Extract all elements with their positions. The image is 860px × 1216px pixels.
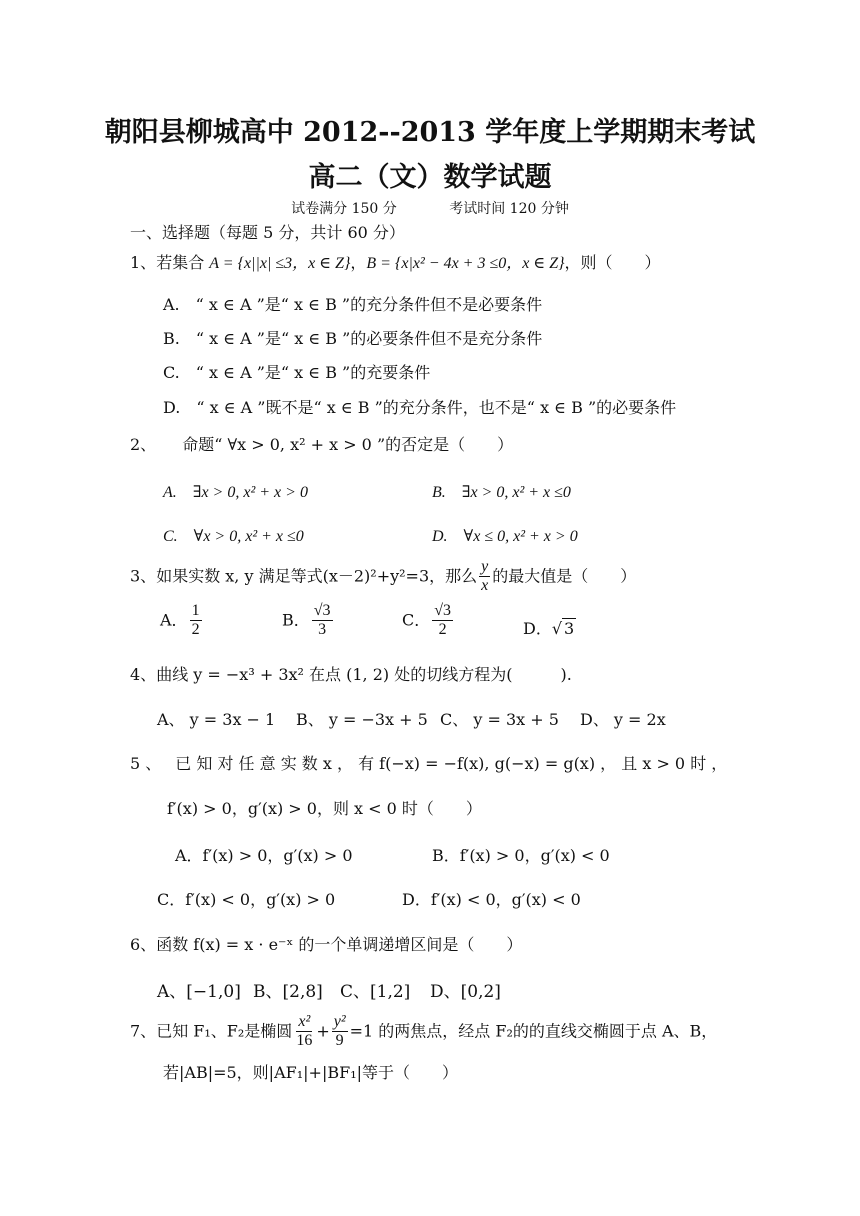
q7-text-b: =1 的两焦点，经点 F₂的的直线交椭圆于点 A、B， [349,1021,718,1041]
exam-time: 考试时间 120 分钟 [449,201,569,217]
q3-opt-a-frac [190,602,202,640]
q7-number: 7、 [130,1021,157,1041]
q2-option-b: B. ∃x > 0, x² + x ≤0 [432,484,571,501]
q2-number: 2、 [130,435,157,454]
full-score: 试卷满分 150 分 [291,201,397,217]
q6-option-a: A、[−1,0] [157,982,241,1002]
q3-number: 3、 [130,566,157,586]
q7-frac-1-num: x² [296,1013,312,1032]
q1-option-b: B. “ x ∈ A ”是“ x ∈ B ”的必要条件但不是充分条件 [163,329,543,348]
sqrt-icon: √ [434,602,444,619]
q4-option-a: A、 y = 3x − 1 [157,710,276,729]
q6-number: 6、 [130,935,157,954]
section-heading: 一、选择题（每题 5 分，共计 60 分） [130,223,405,242]
question-4 [130,662,572,685]
q7-text-a: 已知 F₁、F₂是椭圆 [156,1021,293,1041]
exam-subtitle: 高二（文）数学试题 [308,162,552,193]
exam-title: 朝阳县柳城高中 2012--2013 学年度上学期期末考试 [104,117,756,148]
q5-option-d: D．f′(x) < 0，g′(x) < 0 [402,890,581,909]
question-2 [130,432,513,455]
q7-frac-1 [294,1013,314,1051]
q5-option-a: A．f′(x) > 0，g′(x) > 0 [175,846,353,865]
q3-opt-c-den: 2 [438,621,447,639]
q3-opt-b-label: B． [282,610,310,630]
q3-opt-d-label: D． [523,619,552,638]
question-6 [130,932,522,955]
q6-option-b: B、[2,8] [253,982,323,1002]
q4-number: 4、 [130,665,157,684]
q3-option-d [523,616,576,639]
q3-opt-c-frac [432,602,453,640]
q6-text: 函数 f(x) = x · e⁻ˣ 的一个单调递增区间是（ ） [156,935,523,954]
q4-text: 曲线 y = −x³ + 3x² 在点 (1, 2) 处的切线方程为( ). [156,665,572,684]
q1-option-a: A. “ x ∈ A ”是“ x ∈ B ”的充分条件但不是必要条件 [163,295,543,314]
q5-option-b: B．f′(x) > 0，g′(x) < 0 [432,846,610,865]
q3-fraction [479,558,490,596]
q3-opt-c-label: C． [402,610,431,630]
q3-option-c [402,602,455,640]
question-5 [130,751,727,774]
q1-number: 1、 [130,253,157,272]
q3-opt-d-sqrt: √ 3 [551,619,575,638]
q7-text-line2: 若|AB|=5，则|AF₁|+|BF₁|等于（ ） [163,1063,458,1082]
q5-text-line2: f′(x) > 0，g′(x) > 0，则 x < 0 时（ ） [167,799,482,818]
q1-set-a: A = {x||x| ≤3，x ∈ Z} [209,255,351,272]
q3-opt-b-den: 3 [318,621,327,639]
q4-option-c: C、 y = 3x + 5 [440,710,559,729]
q3-text-b: 的最大值是（ ） [492,566,637,586]
q3-frac-num: y [479,558,490,577]
q3-option-b [282,602,335,640]
q7-frac-2-den: 9 [335,1032,344,1050]
q3-opt-b-num: √3 [312,602,333,621]
q2-text: 命题“ ∀x > 0, x² + x > 0 ”的否定是（ ） [182,435,514,454]
q6-option-c: C、[1,2] [340,982,411,1002]
question-3 [130,558,636,596]
q5-option-c: C．f′(x) < 0，g′(x) > 0 [157,890,336,909]
q3-frac-den: x [481,577,489,595]
question-1 [130,250,661,273]
q3-option-a [160,602,204,640]
q6-option-d: D、[0,2] [430,982,501,1002]
q1-option-d: D. “ x ∈ A ”既不是“ x ∈ B ”的充分条件，也不是“ x ∈ B ”的必要条件 [163,398,677,417]
q3-text-a: 如果实数 x, y 满足等式(x－2)²+y²=3，那么 [156,566,478,586]
q7-frac-1-den: 16 [296,1032,313,1050]
q4-option-d: D、 y = 2x [580,710,666,729]
sqrt-icon: √ [313,602,323,619]
exam-info [0,198,860,218]
q3-opt-a-label: A． [160,610,188,630]
q5-number: 5 、 [130,754,162,773]
q4-option-b: B、 y = −3x + 5 [296,710,428,729]
q3-opt-c-num: √3 [432,602,453,621]
q3-opt-a-num: 1 [190,602,202,621]
sqrt-icon: √ [551,619,563,638]
q1-set-b: B = {x|x² − 4x + 3 ≤0，x ∈ Z} [366,255,565,272]
q5-text-line1: 已 知 对 任 意 实 数 x ， 有 f(−x) = −f(x), g(−x) = g(x) ， 且 x > 0 时 ， [175,754,728,773]
q1-option-c: C. “ x ∈ A ”是“ x ∈ B ”的充要条件 [163,363,431,382]
q1-text-a: 若集合 [156,253,210,272]
q7-frac-2 [332,1013,348,1051]
q3-opt-a-den: 2 [191,621,200,639]
q7-plus: + [316,1021,330,1041]
q2-option-a: A. ∃x > 0, x² + x > 0 [163,484,308,501]
q2-option-c: C. ∀x > 0, x² + x ≤0 [163,528,304,545]
question-7 [130,1013,717,1051]
q2-option-d: D. ∀x ≤ 0, x² + x > 0 [432,528,578,545]
q3-opt-b-frac [312,602,333,640]
q1-text-b: ，则（ ） [564,253,661,272]
q7-frac-2-num: y² [332,1013,348,1032]
q1-sep: ， [350,253,367,272]
